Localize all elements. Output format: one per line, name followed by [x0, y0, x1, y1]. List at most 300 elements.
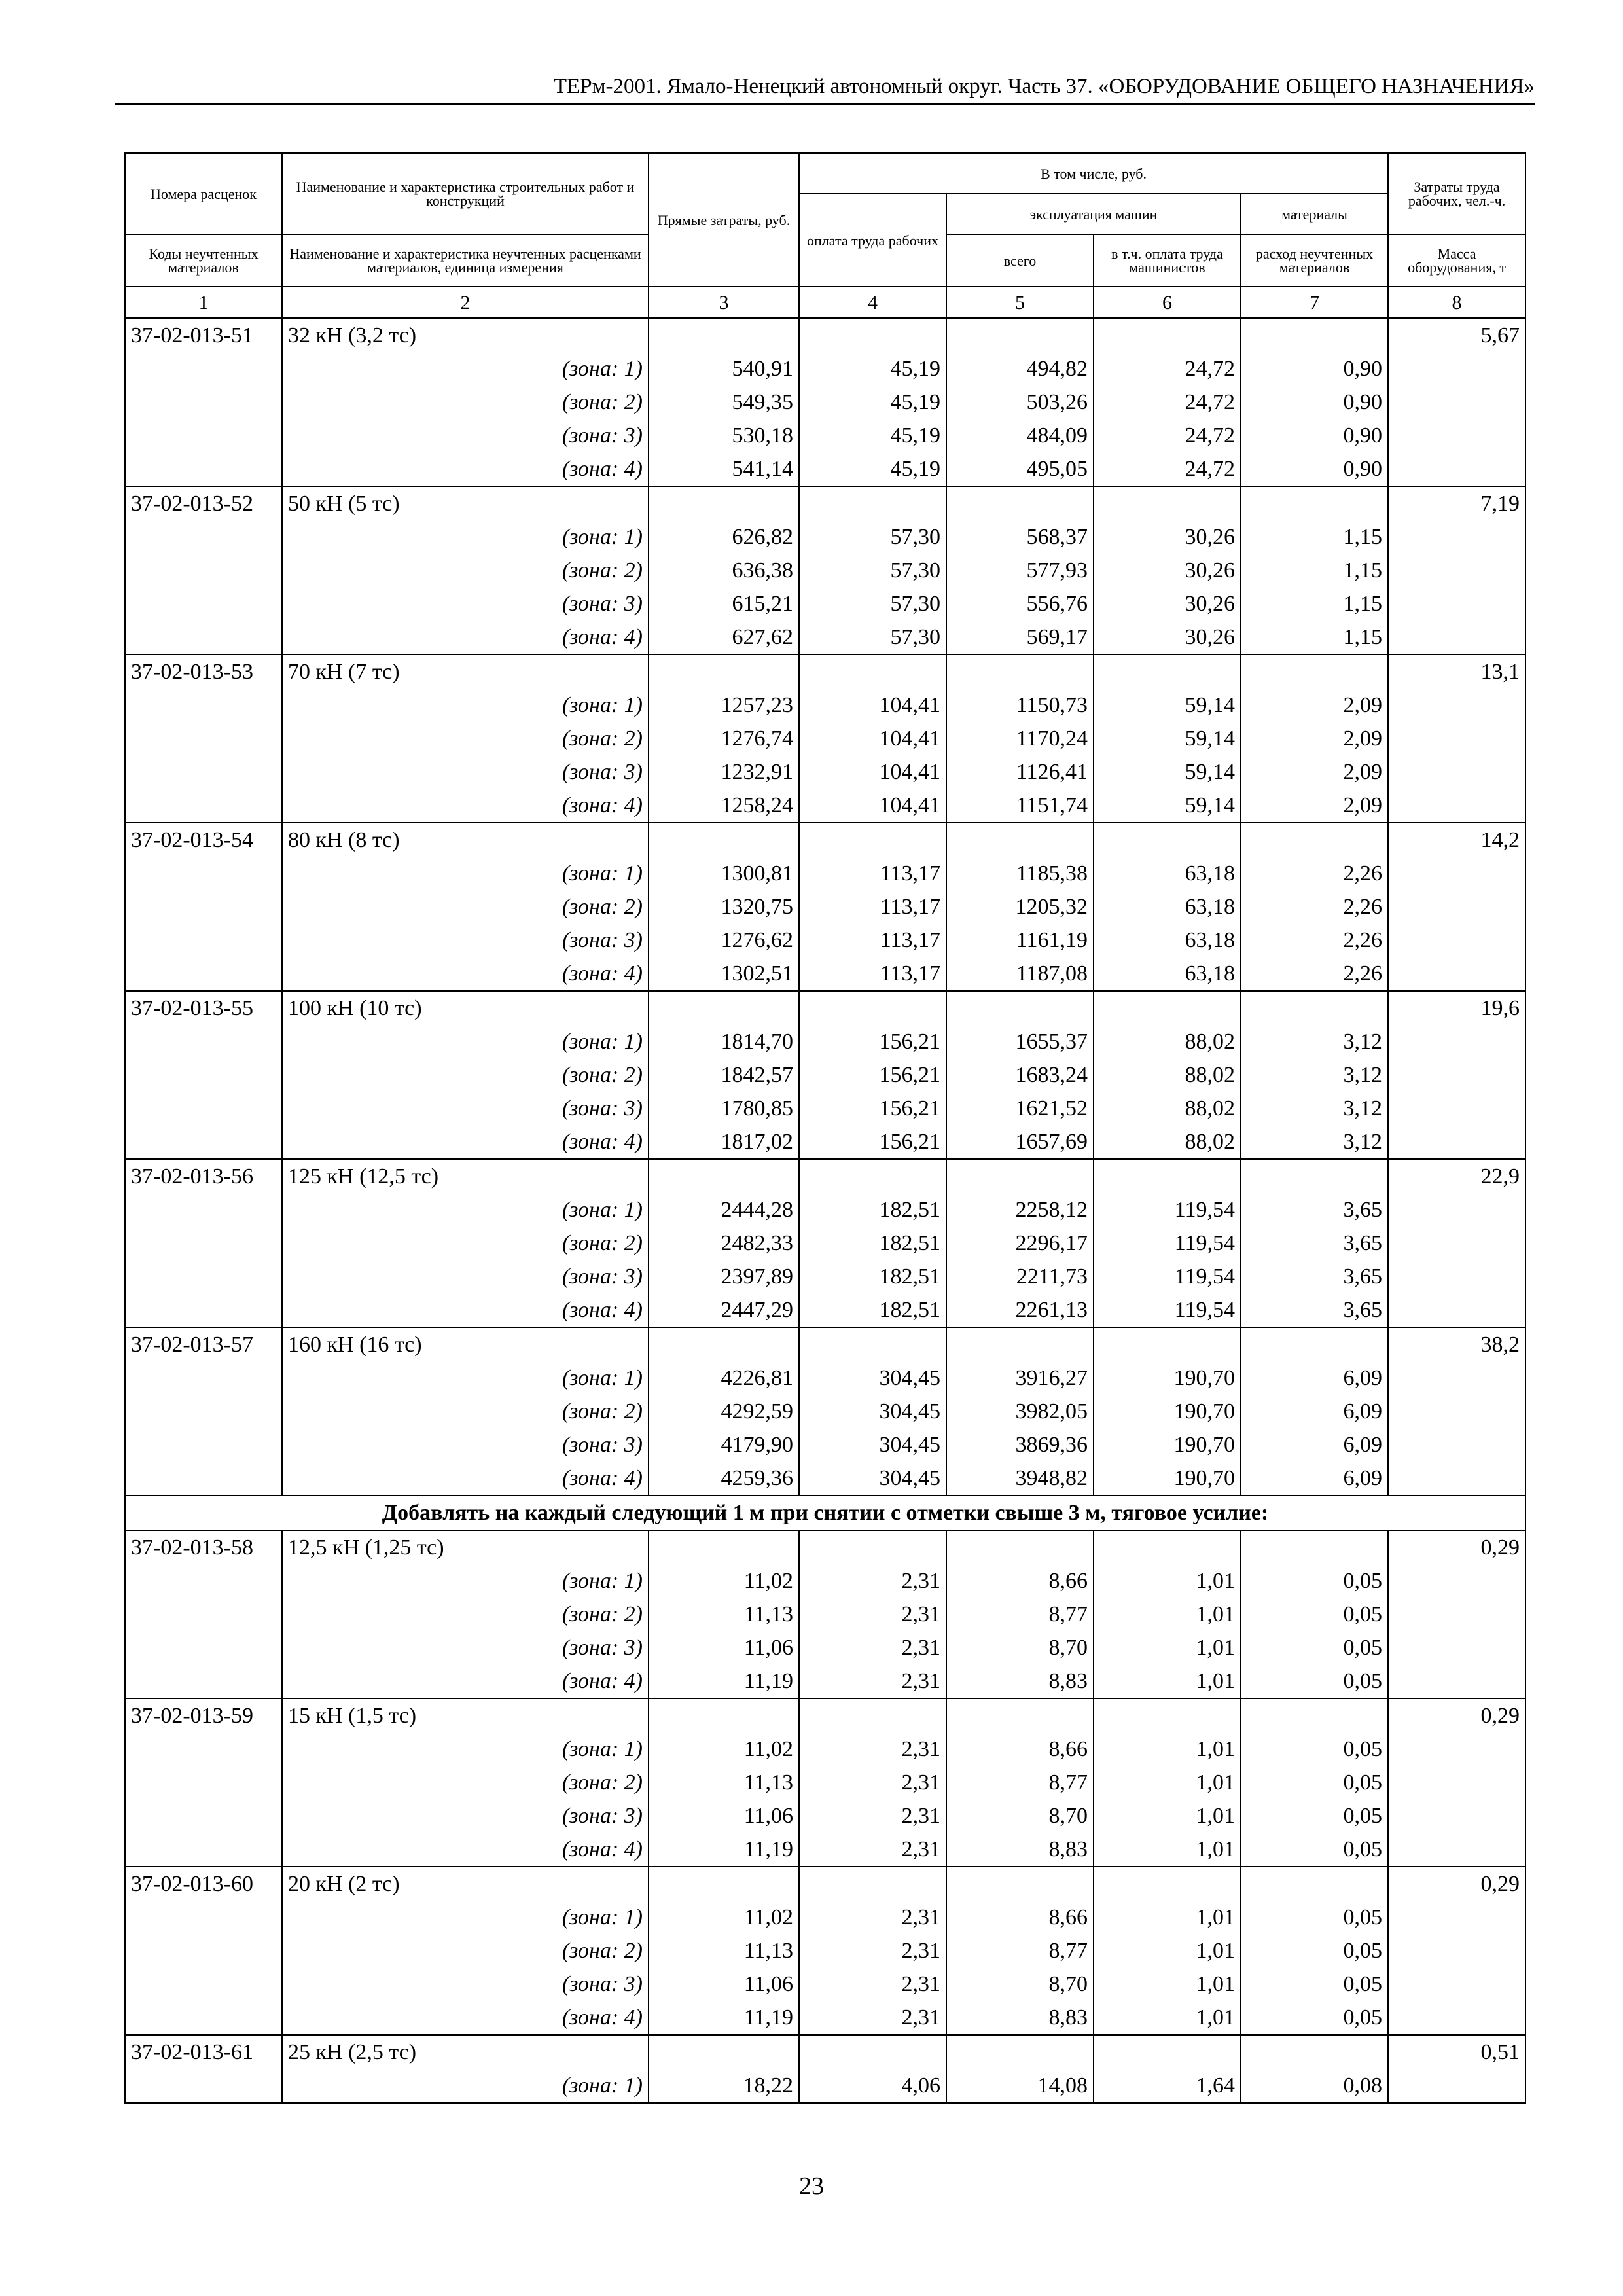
empty-cell — [125, 1799, 282, 1833]
zone-row — [125, 1901, 1525, 1934]
operator-wages: 1,01 — [1094, 2001, 1241, 2035]
empty-cell — [1388, 857, 1525, 890]
empty-cell — [1094, 2035, 1241, 2069]
zone-label: (зона: 2) — [282, 1227, 649, 1260]
column-number: 8 — [1388, 287, 1525, 318]
worker-wages: 104,41 — [799, 755, 946, 789]
worker-wages: 182,51 — [799, 1227, 946, 1260]
operator-wages: 1,01 — [1094, 1934, 1241, 1967]
operator-wages: 30,26 — [1094, 554, 1241, 587]
empty-cell — [649, 655, 799, 689]
column-number: 1 — [125, 287, 282, 318]
empty-cell — [1388, 755, 1525, 789]
operator-wages: 30,26 — [1094, 620, 1241, 655]
operator-wages: 88,02 — [1094, 1058, 1241, 1092]
zone-row — [125, 1025, 1525, 1058]
machines-total: 556,76 — [946, 587, 1094, 620]
operator-wages: 63,18 — [1094, 857, 1241, 890]
empty-cell — [1241, 1867, 1388, 1901]
direct-costs: 11,19 — [649, 1664, 799, 1698]
empty-cell — [1094, 1159, 1241, 1193]
empty-cell — [946, 2035, 1094, 2069]
rate-row — [125, 318, 1525, 352]
empty-cell — [125, 1901, 282, 1934]
machines-total: 1657,69 — [946, 1125, 1094, 1159]
operator-wages: 59,14 — [1094, 722, 1241, 755]
direct-costs: 4292,59 — [649, 1395, 799, 1428]
zone-label: (зона: 1) — [282, 1901, 649, 1934]
direct-costs: 11,13 — [649, 1766, 799, 1799]
empty-cell — [1388, 789, 1525, 823]
rate-name: 25 кН (2,5 тс) — [282, 2035, 649, 2069]
page-number: 23 — [799, 2172, 824, 2200]
empty-cell — [1241, 2035, 1388, 2069]
machines-total: 1621,52 — [946, 1092, 1094, 1125]
rate-name: 125 кН (12,5 тс) — [282, 1159, 649, 1193]
zone-row — [125, 1631, 1525, 1664]
materials-cost: 1,15 — [1241, 587, 1388, 620]
empty-cell — [799, 318, 946, 352]
materials-cost: 0,05 — [1241, 1564, 1388, 1598]
empty-cell — [125, 520, 282, 554]
worker-wages: 2,31 — [799, 1631, 946, 1664]
operator-wages: 119,54 — [1094, 1293, 1241, 1327]
machines-total: 1151,74 — [946, 789, 1094, 823]
labor-costs: 19,6 — [1388, 991, 1525, 1025]
operator-wages: 59,14 — [1094, 689, 1241, 722]
empty-cell — [1094, 1530, 1241, 1564]
materials-cost: 0,90 — [1241, 386, 1388, 419]
empty-cell — [1388, 1361, 1525, 1395]
zone-row — [125, 386, 1525, 419]
worker-wages: 104,41 — [799, 789, 946, 823]
rate-name: 15 кН (1,5 тс) — [282, 1698, 649, 1732]
operator-wages: 1,64 — [1094, 2069, 1241, 2103]
direct-costs: 2482,33 — [649, 1227, 799, 1260]
operator-wages: 30,26 — [1094, 520, 1241, 554]
col-header-including-group: В том числе, руб. — [799, 153, 1388, 194]
materials-cost: 3,65 — [1241, 1260, 1388, 1293]
empty-cell — [125, 1462, 282, 1496]
materials-cost: 0,05 — [1241, 1901, 1388, 1934]
worker-wages: 182,51 — [799, 1293, 946, 1327]
zone-label: (зона: 2) — [282, 1766, 649, 1799]
worker-wages: 45,19 — [799, 352, 946, 386]
direct-costs: 11,19 — [649, 1833, 799, 1867]
empty-cell — [1388, 1901, 1525, 1934]
zone-label: (зона: 4) — [282, 957, 649, 991]
materials-cost: 3,65 — [1241, 1193, 1388, 1227]
rate-name: 70 кН (7 тс) — [282, 655, 649, 689]
operator-wages: 119,54 — [1094, 1193, 1241, 1227]
materials-cost: 0,90 — [1241, 419, 1388, 452]
rate-name: 12,5 кН (1,25 тс) — [282, 1530, 649, 1564]
machines-total: 3948,82 — [946, 1462, 1094, 1496]
empty-cell — [125, 419, 282, 452]
empty-cell — [799, 1867, 946, 1901]
column-number: 7 — [1241, 287, 1388, 318]
labor-costs: 38,2 — [1388, 1327, 1525, 1361]
operator-wages: 24,72 — [1094, 352, 1241, 386]
empty-cell — [125, 1428, 282, 1462]
materials-cost: 1,15 — [1241, 620, 1388, 655]
direct-costs: 4179,90 — [649, 1428, 799, 1462]
materials-cost: 3,65 — [1241, 1227, 1388, 1260]
zone-label: (зона: 2) — [282, 1598, 649, 1631]
zone-row — [125, 1766, 1525, 1799]
machines-total: 8,66 — [946, 1732, 1094, 1766]
materials-cost: 0,90 — [1241, 352, 1388, 386]
empty-cell — [125, 2001, 282, 2035]
direct-costs: 2444,28 — [649, 1193, 799, 1227]
zone-label: (зона: 3) — [282, 1092, 649, 1125]
worker-wages: 2,31 — [799, 1564, 946, 1598]
empty-cell — [649, 1327, 799, 1361]
operator-wages: 1,01 — [1094, 1967, 1241, 2001]
rate-name: 20 кН (2 тс) — [282, 1867, 649, 1901]
operator-wages: 190,70 — [1094, 1462, 1241, 1496]
machines-total: 568,37 — [946, 520, 1094, 554]
empty-cell — [649, 1867, 799, 1901]
zone-row — [125, 1833, 1525, 1867]
materials-cost: 2,26 — [1241, 857, 1388, 890]
zone-row — [125, 1293, 1525, 1327]
zone-label: (зона: 4) — [282, 1833, 649, 1867]
empty-cell — [1388, 1025, 1525, 1058]
operator-wages: 119,54 — [1094, 1260, 1241, 1293]
zone-label: (зона: 3) — [282, 587, 649, 620]
labor-costs: 7,19 — [1388, 486, 1525, 520]
empty-cell — [1388, 1193, 1525, 1227]
zone-label: (зона: 2) — [282, 386, 649, 419]
operator-wages: 88,02 — [1094, 1025, 1241, 1058]
labor-costs: 0,29 — [1388, 1867, 1525, 1901]
empty-cell — [946, 318, 1094, 352]
empty-cell — [1388, 1664, 1525, 1698]
zone-label: (зона: 2) — [282, 890, 649, 924]
empty-cell — [1241, 486, 1388, 520]
empty-cell — [1388, 1833, 1525, 1867]
machines-total: 1161,19 — [946, 924, 1094, 957]
empty-cell — [649, 318, 799, 352]
zone-label: (зона: 2) — [282, 722, 649, 755]
empty-cell — [1094, 1867, 1241, 1901]
empty-cell — [125, 1564, 282, 1598]
rate-code: 37-02-013-54 — [125, 823, 282, 857]
operator-wages: 1,01 — [1094, 1833, 1241, 1867]
empty-cell — [1241, 1530, 1388, 1564]
zone-row — [125, 1361, 1525, 1395]
empty-cell — [1388, 1293, 1525, 1327]
zone-label: (зона: 4) — [282, 1664, 649, 1698]
col-header-rate-numbers: Номера расценок — [125, 153, 282, 234]
direct-costs: 1302,51 — [649, 957, 799, 991]
worker-wages: 45,19 — [799, 419, 946, 452]
worker-wages: 45,19 — [799, 452, 946, 486]
operator-wages: 88,02 — [1094, 1092, 1241, 1125]
empty-cell — [1388, 2069, 1525, 2103]
empty-cell — [1241, 1159, 1388, 1193]
machines-total: 1126,41 — [946, 755, 1094, 789]
col-header-wages: оплата труда рабочих — [799, 194, 946, 287]
empty-cell — [1388, 587, 1525, 620]
rate-row — [125, 655, 1525, 689]
empty-cell — [1388, 1058, 1525, 1092]
empty-cell — [125, 1058, 282, 1092]
zone-label: (зона: 1) — [282, 1361, 649, 1395]
zone-label: (зона: 1) — [282, 857, 649, 890]
column-number: 5 — [946, 287, 1094, 318]
materials-cost: 2,09 — [1241, 755, 1388, 789]
zone-row — [125, 1058, 1525, 1092]
operator-wages: 1,01 — [1094, 1598, 1241, 1631]
machines-total: 1683,24 — [946, 1058, 1094, 1092]
zone-label: (зона: 4) — [282, 1125, 649, 1159]
empty-cell — [1388, 1395, 1525, 1428]
worker-wages: 304,45 — [799, 1462, 946, 1496]
machines-total: 577,93 — [946, 554, 1094, 587]
machines-total: 3869,36 — [946, 1428, 1094, 1462]
operator-wages: 63,18 — [1094, 924, 1241, 957]
zone-row — [125, 1598, 1525, 1631]
empty-cell — [946, 1698, 1094, 1732]
col-header-operator-wages: в т.ч. оплата труда машинистов — [1094, 234, 1241, 287]
empty-cell — [649, 1698, 799, 1732]
empty-cell — [1388, 419, 1525, 452]
empty-cell — [1094, 823, 1241, 857]
direct-costs: 540,91 — [649, 352, 799, 386]
materials-cost: 0,08 — [1241, 2069, 1388, 2103]
empty-cell — [799, 1698, 946, 1732]
worker-wages: 113,17 — [799, 857, 946, 890]
zone-row — [125, 957, 1525, 991]
worker-wages: 104,41 — [799, 722, 946, 755]
zone-row — [125, 755, 1525, 789]
machines-total: 8,83 — [946, 1664, 1094, 1698]
empty-cell — [946, 655, 1094, 689]
direct-costs: 1842,57 — [649, 1058, 799, 1092]
worker-wages: 2,31 — [799, 1664, 946, 1698]
zone-row — [125, 1227, 1525, 1260]
zone-row — [125, 2069, 1525, 2103]
zone-label: (зона: 4) — [282, 452, 649, 486]
empty-cell — [125, 1025, 282, 1058]
direct-costs: 626,82 — [649, 520, 799, 554]
machines-total: 2261,13 — [946, 1293, 1094, 1327]
empty-cell — [946, 1867, 1094, 1901]
rate-code: 37-02-013-57 — [125, 1327, 282, 1361]
machines-total: 8,77 — [946, 1766, 1094, 1799]
rate-code: 37-02-013-51 — [125, 318, 282, 352]
operator-wages: 30,26 — [1094, 587, 1241, 620]
direct-costs: 1817,02 — [649, 1125, 799, 1159]
empty-cell — [1388, 689, 1525, 722]
empty-cell — [125, 1260, 282, 1293]
empty-cell — [1388, 957, 1525, 991]
worker-wages: 2,31 — [799, 1732, 946, 1766]
direct-costs: 11,06 — [649, 1967, 799, 2001]
empty-cell — [649, 2035, 799, 2069]
worker-wages: 182,51 — [799, 1260, 946, 1293]
operator-wages: 1,01 — [1094, 1664, 1241, 1698]
col-header-work-name: Наименование и характеристика строительных работ и конструкций — [282, 153, 649, 234]
column-number: 2 — [282, 287, 649, 318]
empty-cell — [799, 655, 946, 689]
direct-costs: 2397,89 — [649, 1260, 799, 1293]
empty-cell — [1388, 2001, 1525, 2035]
col-header-machines-total: всего — [946, 234, 1094, 287]
direct-costs: 1232,91 — [649, 755, 799, 789]
empty-cell — [1388, 386, 1525, 419]
materials-cost: 0,05 — [1241, 1766, 1388, 1799]
empty-cell — [125, 722, 282, 755]
operator-wages: 88,02 — [1094, 1125, 1241, 1159]
worker-wages: 2,31 — [799, 2001, 946, 2035]
zone-label: (зона: 1) — [282, 1025, 649, 1058]
column-number: 3 — [649, 287, 799, 318]
direct-costs: 1780,85 — [649, 1092, 799, 1125]
worker-wages: 156,21 — [799, 1125, 946, 1159]
empty-cell — [1241, 655, 1388, 689]
col-header-materials: материалы — [1241, 194, 1388, 234]
machines-total: 8,70 — [946, 1967, 1094, 2001]
direct-costs: 11,13 — [649, 1934, 799, 1967]
empty-cell — [125, 1934, 282, 1967]
zone-row — [125, 1260, 1525, 1293]
machines-total: 3982,05 — [946, 1395, 1094, 1428]
zone-row — [125, 620, 1525, 655]
machines-total: 1185,38 — [946, 857, 1094, 890]
empty-cell — [1388, 1428, 1525, 1462]
materials-cost: 0,05 — [1241, 1934, 1388, 1967]
zone-label: (зона: 1) — [282, 1732, 649, 1766]
empty-cell — [125, 452, 282, 486]
materials-cost: 6,09 — [1241, 1361, 1388, 1395]
zone-row — [125, 1092, 1525, 1125]
empty-cell — [125, 352, 282, 386]
empty-cell — [946, 486, 1094, 520]
worker-wages: 45,19 — [799, 386, 946, 419]
zone-row — [125, 1799, 1525, 1833]
materials-cost: 0,05 — [1241, 1664, 1388, 1698]
operator-wages: 59,14 — [1094, 755, 1241, 789]
empty-cell — [799, 823, 946, 857]
rate-name: 160 кН (16 тс) — [282, 1327, 649, 1361]
zone-row — [125, 2001, 1525, 2035]
materials-cost: 2,09 — [1241, 789, 1388, 823]
rate-row — [125, 2035, 1525, 2069]
direct-costs: 2447,29 — [649, 1293, 799, 1327]
machines-total: 8,70 — [946, 1799, 1094, 1833]
materials-cost: 6,09 — [1241, 1428, 1388, 1462]
empty-cell — [1388, 924, 1525, 957]
materials-cost: 3,12 — [1241, 1058, 1388, 1092]
zone-label: (зона: 3) — [282, 1428, 649, 1462]
column-number: 6 — [1094, 287, 1241, 318]
labor-costs: 0,51 — [1388, 2035, 1525, 2069]
rate-code: 37-02-013-61 — [125, 2035, 282, 2069]
materials-cost: 1,15 — [1241, 554, 1388, 587]
empty-cell — [649, 823, 799, 857]
worker-wages: 113,17 — [799, 957, 946, 991]
direct-costs: 11,02 — [649, 1732, 799, 1766]
worker-wages: 57,30 — [799, 554, 946, 587]
zone-row — [125, 452, 1525, 486]
zone-label: (зона: 2) — [282, 554, 649, 587]
materials-cost: 0,90 — [1241, 452, 1388, 486]
col-header-machines: эксплуатация машин — [946, 194, 1241, 234]
direct-costs: 1300,81 — [649, 857, 799, 890]
worker-wages: 57,30 — [799, 587, 946, 620]
machines-total: 1150,73 — [946, 689, 1094, 722]
labor-costs: 0,29 — [1388, 1530, 1525, 1564]
section-note-row — [125, 1496, 1525, 1530]
machines-total: 8,77 — [946, 1598, 1094, 1631]
labor-costs: 14,2 — [1388, 823, 1525, 857]
empty-cell — [1388, 1766, 1525, 1799]
rate-row — [125, 486, 1525, 520]
zone-label: (зона: 1) — [282, 1193, 649, 1227]
empty-cell — [125, 1092, 282, 1125]
empty-cell — [125, 587, 282, 620]
materials-cost: 0,05 — [1241, 1799, 1388, 1833]
labor-costs: 5,67 — [1388, 318, 1525, 352]
operator-wages: 1,01 — [1094, 1732, 1241, 1766]
empty-cell — [125, 1361, 282, 1395]
operator-wages: 63,18 — [1094, 957, 1241, 991]
empty-cell — [125, 1293, 282, 1327]
direct-costs: 11,19 — [649, 2001, 799, 2035]
zone-label: (зона: 2) — [282, 1395, 649, 1428]
direct-costs: 4259,36 — [649, 1462, 799, 1496]
materials-cost: 3,12 — [1241, 1125, 1388, 1159]
zone-row — [125, 722, 1525, 755]
empty-cell — [1388, 1631, 1525, 1664]
empty-cell — [125, 1732, 282, 1766]
zone-row — [125, 554, 1525, 587]
empty-cell — [125, 2069, 282, 2103]
empty-cell — [1388, 1934, 1525, 1967]
empty-cell — [125, 1967, 282, 2001]
materials-cost: 3,12 — [1241, 1092, 1388, 1125]
empty-cell — [125, 890, 282, 924]
col-header-equipment-mass: Масса оборудования, т — [1388, 234, 1525, 287]
zone-label: (зона: 4) — [282, 2001, 649, 2035]
materials-cost: 0,05 — [1241, 1833, 1388, 1867]
rate-name: 50 кН (5 тс) — [282, 486, 649, 520]
machines-total: 3916,27 — [946, 1361, 1094, 1395]
worker-wages: 2,31 — [799, 1766, 946, 1799]
zone-row — [125, 1125, 1525, 1159]
empty-cell — [125, 789, 282, 823]
empty-cell — [125, 957, 282, 991]
empty-cell — [1094, 318, 1241, 352]
direct-costs: 11,06 — [649, 1799, 799, 1833]
machines-total: 2258,12 — [946, 1193, 1094, 1227]
materials-cost: 0,05 — [1241, 2001, 1388, 2035]
zone-row — [125, 352, 1525, 386]
rate-code: 37-02-013-58 — [125, 1530, 282, 1564]
empty-cell — [1388, 1260, 1525, 1293]
empty-cell — [1388, 452, 1525, 486]
direct-costs: 11,06 — [649, 1631, 799, 1664]
materials-cost: 0,05 — [1241, 1631, 1388, 1664]
empty-cell — [1094, 1698, 1241, 1732]
zone-label: (зона: 1) — [282, 2069, 649, 2103]
direct-costs: 627,62 — [649, 620, 799, 655]
rate-row — [125, 1327, 1525, 1361]
empty-cell — [799, 486, 946, 520]
